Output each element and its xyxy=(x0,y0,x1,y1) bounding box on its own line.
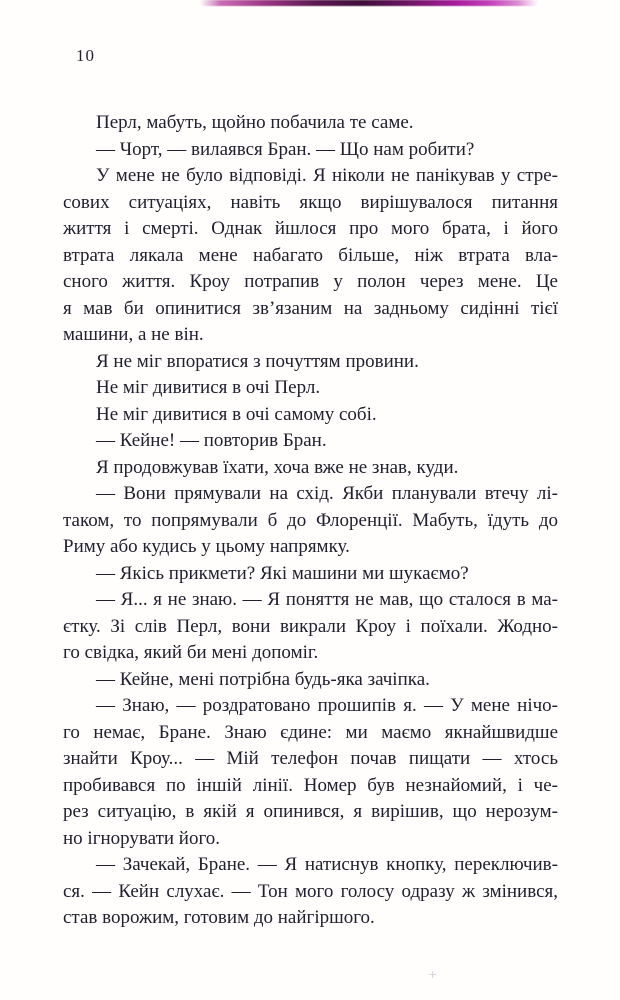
text-line: Не міг дивитися в очі Перл. xyxy=(96,377,321,398)
text-line: го свідка, який би мені допоміг. xyxy=(63,642,319,663)
text-line: — Знаю, — роздратовано прошипів я. — У мене нічо- xyxy=(96,695,558,716)
text-line: сного життя. Кроу потрапив у полон через мене. Це xyxy=(63,271,558,292)
text-line: Перл, мабуть, щойно побачила те саме. xyxy=(96,112,414,133)
text-line: — Кейне! — повторив Бран. xyxy=(96,430,327,451)
text-line: життя і смерті. Однак йшлося про мого брата, і його xyxy=(63,218,558,239)
text-line: У мене не було відповіді. Я ніколи не панікував у стре- xyxy=(96,165,558,186)
text-line: пробивався по іншій лінії. Номер був незнайомий, і че- xyxy=(63,774,558,796)
text-line: став ворожим, готовим до найгіршого. xyxy=(63,907,375,928)
text-line: го немає, Бране. Знаю єдине: ми маємо якнайшвидше xyxy=(63,721,558,743)
text-line: сових ситуаціях, навіть якщо вирішувалося питання xyxy=(63,191,558,213)
body-text xyxy=(63,110,558,932)
text-line: — Кейне, мені потрібна будь-яка зачіпка. xyxy=(96,668,430,690)
text-line: машини, а не він. xyxy=(63,324,204,345)
text-line: Я не міг впоратися з почуттям провини. xyxy=(96,350,419,372)
text-line: я мав би опинитися зв’язаним на задньому сидінні тієї xyxy=(63,297,558,319)
text-line: Я продовжував їхати, хоча вже не знав, куди. xyxy=(96,456,459,478)
text-line: таком, то попрямували б до Флоренції. Мабуть, їдуть до xyxy=(63,509,558,531)
text-line: знайти Кроу... — Мій телефон почав пищати — хтось xyxy=(63,748,558,769)
scan-noise-mark: + xyxy=(428,968,438,981)
text-line: втрата лякала мене набагато більше, ніж втрата вла- xyxy=(63,244,558,266)
text-line: — Вони прямували на схід. Якби планували втечу лі- xyxy=(96,483,558,504)
page-edge-scan-artifact xyxy=(200,0,538,6)
text-line: — Зачекай, Бране. — Я натиснув кнопку, переключив- xyxy=(96,854,558,875)
text-line: Риму або кудись у цьому напрямку. xyxy=(63,536,350,557)
text-line: — Я... я не знаю. — Я поняття не мав, що сталося в ма- xyxy=(96,589,558,610)
text-line: — Чорт, — вилаявся Бран. — Що нам робити? xyxy=(96,138,475,160)
text-line: ся. — Кейн слухає. — Тон мого голосу одразу ж змінився, xyxy=(63,880,558,902)
text-line: — Якісь прикмети? Які машини ми шукаємо? xyxy=(96,562,469,584)
text-line: Не міг дивитися в очі самому собі. xyxy=(96,403,377,425)
text-line: рез ситуацію, в якій я опинився, я вирішив, що нерозум- xyxy=(63,801,558,822)
text-line: но ігнорувати його. xyxy=(63,827,221,849)
text-line: єтку. Зі слів Перл, вони викрали Кроу і поїхали. Жодно- xyxy=(63,615,558,637)
page-number: 10 xyxy=(76,46,95,65)
